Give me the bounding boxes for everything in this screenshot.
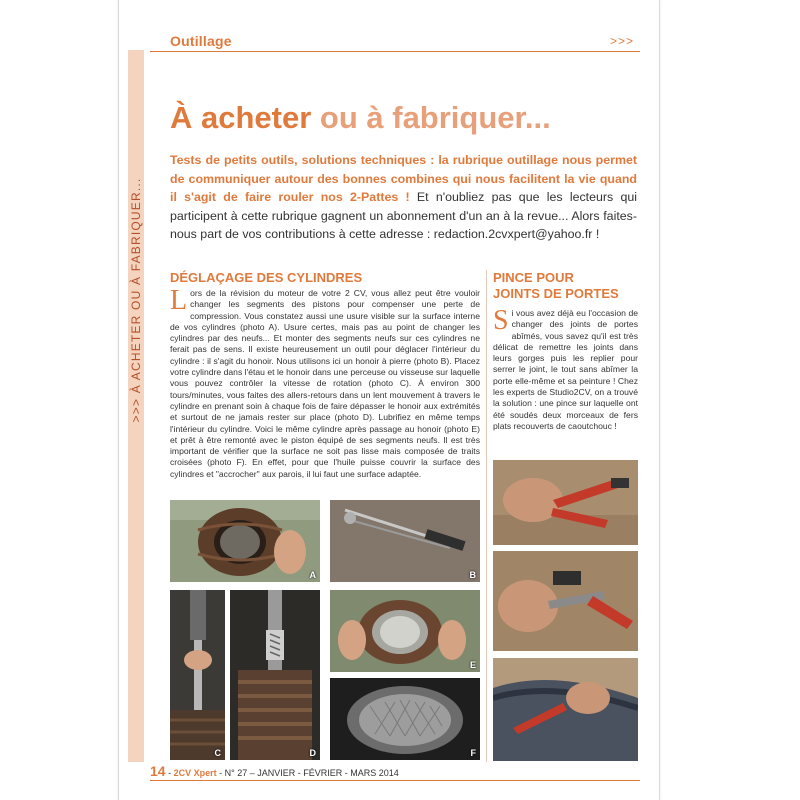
photo-a-cylinder [170,500,320,582]
right-article-heading [493,270,638,302]
photo-pliers-1 [493,460,638,545]
page-footer [150,763,399,779]
photo-d-label: D [309,748,316,758]
section-label: Outillage [170,33,232,49]
page-number: 14 [150,763,166,779]
photo-b-honing-tool [330,500,480,582]
photo-f-crosshatch [330,678,480,760]
right-body-text: i vous avez déjà eu l'occasion de changer des joints de portes abîmés, vous savez qu'il est très délicat de remettre les joints dans leurs gorges puis les replier pour serrer le joint, le tout sans abîmer la porte elle-même et sa peinture ! Chez les experts de Studio2CV, on a trouvé la solution : une pince sur laquelle ont été soudés deux morceaux de fers plats recouverts de caoutchouc ! [493,308,638,431]
photo-pliers-2 [493,551,638,651]
photo-e-honed-cylinder [330,590,480,672]
photo-e-label: E [469,660,476,670]
left-article-body [170,285,480,480]
photo-c-drill-in-cylinder [170,590,225,760]
right-article-body [493,305,638,432]
photo-d-honing [230,590,320,760]
left-dropcap: L [170,285,188,316]
intro-bold: Tests de petits outils, solutions techniques : la rubrique outillage nous permet de communiquer autour des bonnes combines qui nous facilitent la vie quand il s'agit de faire rouler nos 2-Pattes ! [170,153,637,205]
footer-dash: - [165,768,174,778]
photo-a-label: A [309,570,316,580]
title-part-2: ou à fabriquer... [311,100,551,135]
photo-pliers-on-door [493,658,638,761]
photo-b-label: B [469,570,476,580]
column-divider [486,270,487,762]
footer-magazine-name: 2CV Xpert [173,768,217,778]
left-article-heading: DÉGLAÇAGE DES CYLINDRES [170,270,363,285]
right-heading-line-1: PINCE POUR [493,270,574,285]
footer-rule [150,780,640,781]
right-dropcap: S [493,305,509,336]
title-part-1: À acheter [170,100,312,135]
right-heading-line-2: JOINTS DE PORTES [493,286,619,301]
header-arrows: >>> [610,34,635,48]
side-vertical-title: >>> À ACHETER OU À FABRIQUER... [129,177,143,423]
left-body-text: ors de la révision du moteur de votre 2 CV, vous allez peut être vouloir changer les segments des pistons pour compenser une perte de compression. Vous constatez aussi une usure visible sur la surface interne de vos cylindres (photo A). Usure certes, mais pas au point de changer les cylindres par des neufs... Et monter des segments neufs sur ces cylindres ne ferait pas de sens. Il existe heureusement un outil pour déglacer l'intérieur du cylindre : il s'agit du honoir. Nous utilisons ici un honoir à pierre (photo B). Placez votre cylindre dans l'étau et le honoir dans une perceuse ou visseuse sur laquelle vous pouvez contrôler la vitesse de rotation (photo C). À environ 300 tours/minutes, vous faites des allers-retours dans un lent mouvement à travers le cylindre en prenant soin à chaque fois de faire dépasser le honoir aux extrémités et surtout de ne jamais rester sur place (photo D). Lubrifiez en même temps l'intérieur du cylindre. Voici le même cylindre après passage au honoir (photo E) et prêt à être remonté avec le piston équipé de ses segments neufs. Il est très important de vérifier que la surface ne soit pas lisse mais composée de traits croisées (photo F). En effet, pour que l'huile puisse couvrir la surface des cylindres et "accrocher" aux parois, il lui faut une surface adaptée. [170,288,480,479]
intro-normal: Et n'oubliez pas que les lecteurs qui participent à cette rubrique gagnent un abonnement d'un an à la revue... Alors faites-nous part de vos contributions à cette adresse : redaction.2cvxpert@yahoo.fr ! [170,190,637,242]
page-title [170,100,551,136]
header-rule [150,51,640,52]
photo-f-label: F [470,748,476,758]
footer-issue: - N° 27 – JANVIER - FÉVRIER - MARS 2014 [216,768,399,778]
intro-paragraph [170,151,637,244]
photo-c-label: C [214,748,221,758]
